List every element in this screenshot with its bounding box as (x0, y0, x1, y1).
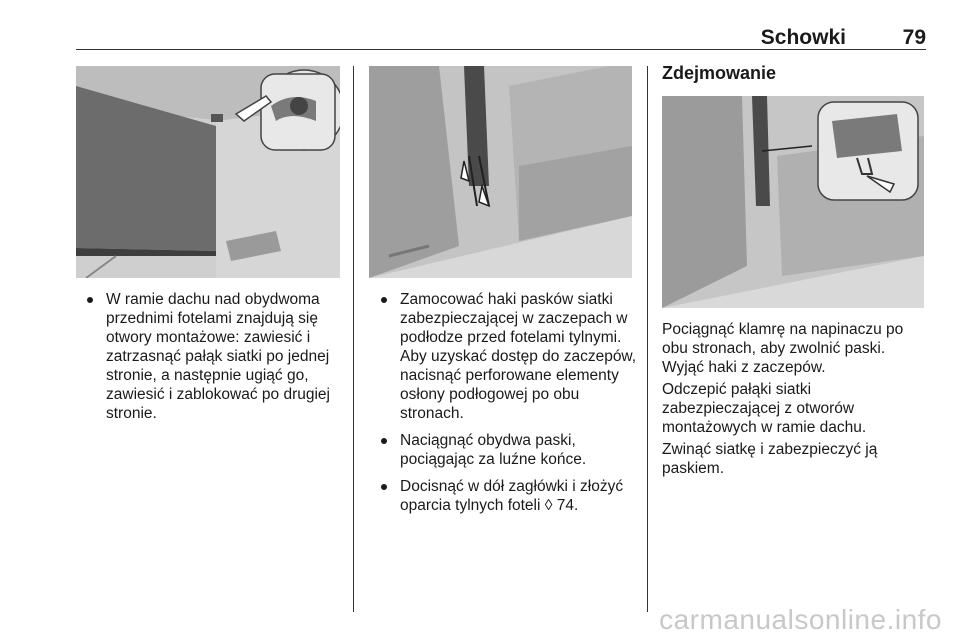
list-item: W ramie dachu nad obydwoma przednimi fotelami znajdują się otwory montażowe: zawiesić i zatrzasnąć pałąk siatki po jednej stronie, a następnie ugiąć go, zawiesić i zablokować po drugiej stronie. (84, 290, 346, 423)
paragraph-roll-net: Zwinąć siatkę i zabezpieczyć ją paskiem. (662, 441, 878, 477)
page-title: Schowki (760, 26, 846, 49)
bullet-icon (381, 438, 387, 444)
illustration-roof-mount (76, 66, 340, 278)
list-item: Docisnąć w dół zagłówki i złożyć oparcia tylnych foteli ◊ 74. (378, 477, 640, 515)
page-number: 79 (902, 26, 926, 49)
paragraph-release-straps: Pociągnąć klamrę na napinaczu po obu stronach, aby zwolnić paski. Wyjąć haki z zaczepów. (662, 321, 904, 376)
roof-mount-drawing (76, 66, 340, 278)
header-rule (76, 49, 926, 50)
page-header (76, 22, 926, 50)
tensioner-drawing (662, 96, 924, 308)
illustration-tensioner (662, 96, 924, 308)
bullet-icon (381, 297, 387, 303)
paragraph-detach-bars: Odczepić pałąki siatki zabezpieczającej z otworów montażowych w ramie dachu. (662, 381, 867, 436)
column1-bullet-list (84, 290, 346, 431)
bullet-icon (381, 484, 387, 490)
column-divider-2 (647, 66, 648, 612)
section-heading: Zdejmowanie (662, 63, 777, 83)
bullet-icon (87, 297, 93, 303)
list-item: Zamocować haki pasków siatki zabezpieczającej w zaczepach w podłodze przed fotelami tylnymi. Aby uzyskać dostęp do zaczepów, nacisnąć perforowane elementy osłony podłogowej po obu stronach. (378, 290, 640, 423)
list-item: Naciągnąć obydwa paski, pociągając za luźne końce. (378, 431, 640, 469)
watermark: carmanualsonline.info (659, 604, 942, 635)
illustration-floor-hooks (369, 66, 632, 278)
column-divider-1 (353, 66, 354, 612)
floor-hooks-drawing (369, 66, 632, 278)
column2-bullet-list (378, 290, 640, 523)
